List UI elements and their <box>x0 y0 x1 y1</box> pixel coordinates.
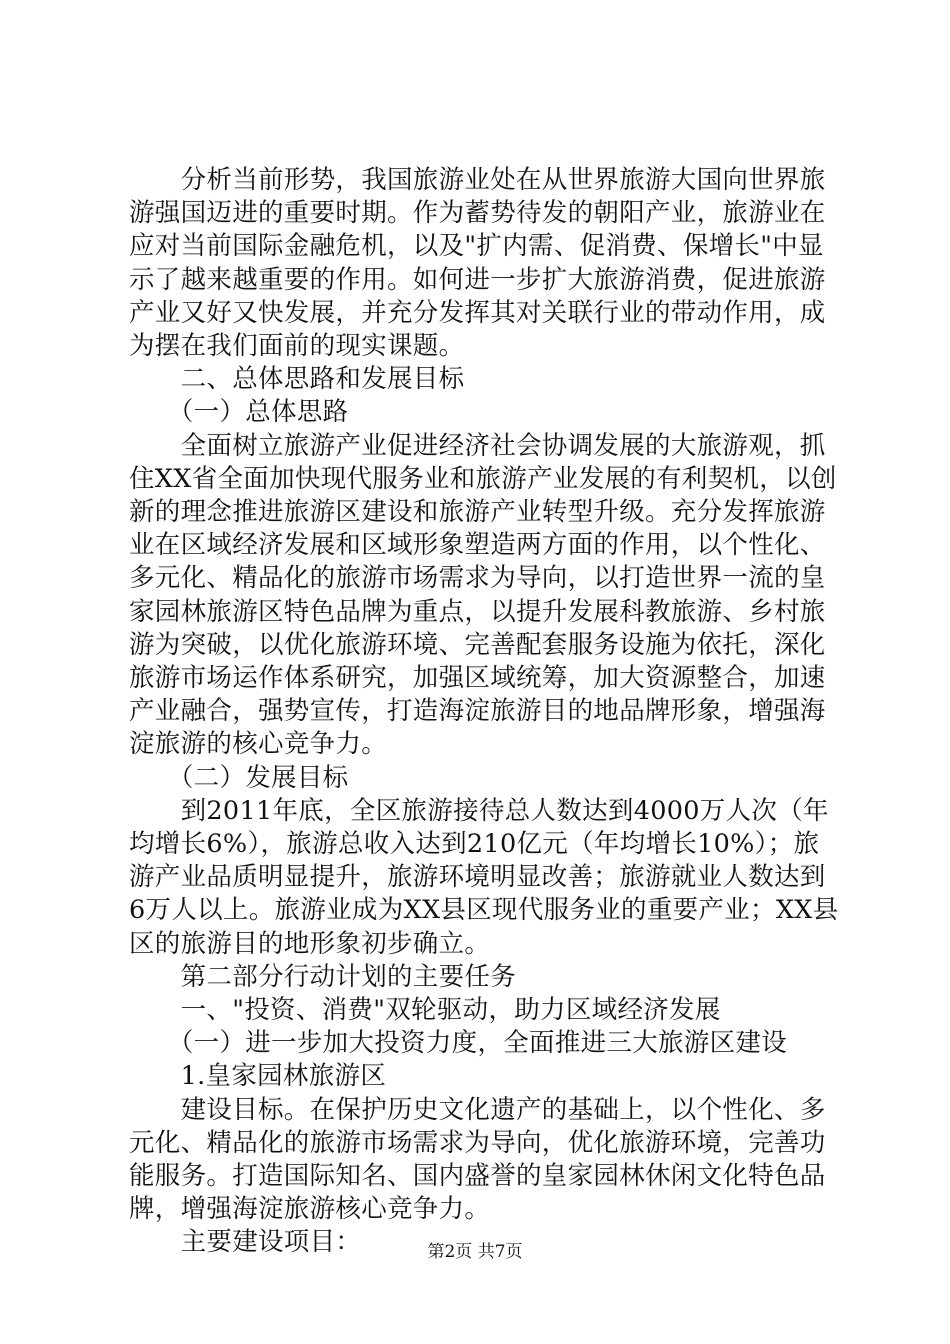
body-text-line: 区的旅游目的地形象初步确立。 <box>129 929 491 959</box>
body-text-line: 应对当前国际金融危机，以及"扩内需、促消费、保增长"中显 <box>129 231 824 261</box>
body-text-line: 产业融合，强势宣传，打造海淀旅游目的地品牌形象，增强海 <box>129 696 826 726</box>
body-text-line: 游强国迈进的重要时期。作为蓄势待发的朝阳产业，旅游业在 <box>129 198 826 228</box>
body-text-line: 住XX省全面加快现代服务业和旅游产业发展的有利契机，以创 <box>129 464 837 494</box>
body-text-line: 淀旅游的核心竞争力。 <box>129 729 388 759</box>
body-text-line: 到2011年底，全区旅游接待总人数达到4000万人次（年 <box>129 796 829 826</box>
body-text-line: 分析当前形势，我国旅游业处在从世界旅游大国向世界旅 <box>129 165 826 195</box>
body-text-line: 旅游市场运作体系研究，加强区域统筹，加大资源整合，加速 <box>129 663 826 693</box>
subsection-heading: （二）发展目标 <box>129 763 349 793</box>
body-text-line: 示了越来越重要的作用。如何进一步扩大旅游消费，促进旅游 <box>129 265 826 295</box>
subsection-heading: （一）进一步加大投资力度，全面推进三大旅游区建设 <box>129 1028 788 1058</box>
body-text-line: 业在区域经济发展和区域形象塑造两方面的作用，以个性化、 <box>129 530 826 560</box>
body-text-line: 6万人以上。旅游业成为XX县区现代服务业的重要产业；XX县 <box>129 895 839 925</box>
body-text-line: 均增长6%），旅游总收入达到210亿元（年均增长10%）；旅 <box>129 829 820 859</box>
body-text-line: 新的理念推进旅游区建设和旅游产业转型升级。充分发挥旅游 <box>129 497 826 527</box>
body-text-line: 产业又好又快发展，并充分发挥其对关联行业的带动作用，成 <box>129 298 826 328</box>
body-text-line: 游产业品质明显提升，旅游环境明显改善；旅游就业人数达到 <box>129 862 826 892</box>
body-text-line: 游为突破，以优化旅游环境、完善配套服务设施为依托，深化 <box>129 630 826 660</box>
body-text-line: 能服务。打造国际知名、国内盛誉的皇家园林休闲文化特色品 <box>129 1161 826 1191</box>
body-text-line: 家园林旅游区特色品牌为重点，以提升发展科教旅游、乡村旅 <box>129 597 826 627</box>
body-text-line: 牌，增强海淀旅游核心竞争力。 <box>129 1194 491 1224</box>
body-text-line: 多元化、精品化的旅游市场需求为导向，以打造世界一流的皇 <box>129 563 826 593</box>
body-text-line: 建设目标。在保护历史文化遗产的基础上，以个性化、多 <box>129 1095 826 1125</box>
numbered-heading: 1.皇家园林旅游区 <box>129 1061 387 1091</box>
body-text-line: 全面树立旅游产业促进经济社会协调发展的大旅游观，抓 <box>129 431 826 461</box>
part-heading: 第二部分行动计划的主要任务 <box>129 962 517 992</box>
subsection-heading: （一）总体思路 <box>129 397 349 427</box>
body-text-line: 为摆在我们面前的现实课题。 <box>129 331 465 361</box>
body-text-line: 主要建设项目： <box>129 1227 362 1257</box>
section-heading: 一、"投资、消费"双轮驱动，助力区域经济发展 <box>129 995 721 1025</box>
section-heading: 二、总体思路和发展目标 <box>129 364 465 394</box>
body-text-line: 元化、精品化的旅游市场需求为导向，优化旅游环境，完善功 <box>129 1128 826 1158</box>
page-footer: 第2页 共7页 <box>427 1242 523 1262</box>
